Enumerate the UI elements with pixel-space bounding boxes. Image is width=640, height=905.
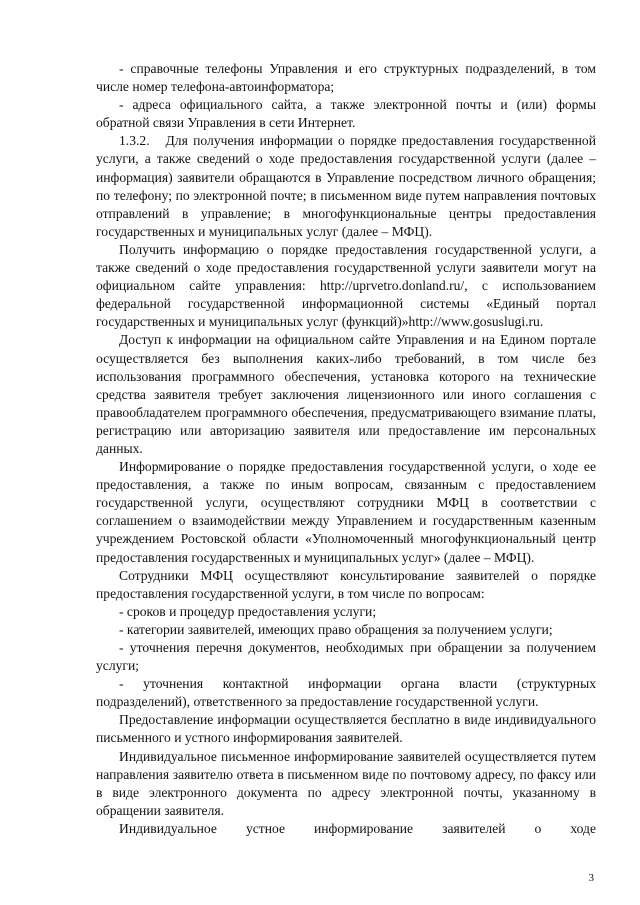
paragraph-addresses: - адреса официального сайта, а также электронной почты и (или) формы обратной связи Управления в сети Интернет. — [96, 97, 596, 131]
paragraph-access: Доступ к информации на официальном сайте Управления и на Едином портале осуществляется без выполнения каких-либо требований, в том числе без использования программного обеспечения, установка которого на технические средства заявителя требует заключения лицензионного или иного соглашения с правообладателем программного обеспечения, предусматривающего взимание платы, регистрацию или авторизацию заявителя или предоставление им персональных данных. — [96, 332, 596, 456]
list-item-contacts: - уточнения контактной информации органа власти (структурных подразделений), ответственного за предоставление государственной услуги. — [96, 676, 596, 710]
paragraph-free-info: Предоставление информации осуществляется бесплатно в виде индивидуального письменного и устного информирования заявителей. — [96, 712, 596, 746]
page-number: 3 — [588, 872, 594, 884]
paragraph-website-info: Получить информацию о порядке предоставления государственной услуги, а также сведений о ходе предоставления государственной услуги заявители могут на официальном сайте управления: http://uprvetro.donland.ru/, с использованием федеральной государственной информационной системы «Единый портал государственных и муниципальных услуг (функций)»http://www.gosuslugi.ru. — [96, 241, 596, 330]
paragraph-written-info: Индивидуальное письменное информирование заявителей осуществляется путем направления заявителю ответа в письменном виде по почтовому адресу, по факсу или в виде электронного документа по адресу электронной почты, указанному в обращении заявителя. — [96, 748, 596, 818]
list-item-categories: - категории заявителей, имеющих право обращения за получением услуги; — [119, 621, 553, 637]
paragraph-oral-info: Индивидуальное устное информирование заявителей о ходе — [119, 820, 596, 836]
paragraph-phones: - справочные телефоны Управления и его структурных подразделений, в том числе номер телефона-автоинформатора; — [96, 61, 596, 95]
list-item-terms: - сроков и процедур предоставления услуги; — [119, 603, 377, 619]
list-item-documents: - уточнения перечня документов, необходимых при обращении за получением услуги; — [96, 640, 596, 674]
paragraph-1-3-2: 1.3.2. Для получения информации о порядке предоставления государственной услуги, а также сведений о ходе предоставления государственной услуги (далее – информация) заявители обращаются в Управление посредством личного обращения; по телефону; по электронной почте; в письменном виде путем направления почтовых отправлений в управление; в многофункциональные центры предоставления государственных и муниципальных услуг (далее – МФЦ). — [96, 133, 596, 239]
paragraph-mfc-consulting: Сотрудники МФЦ осуществляют консультирование заявителей о порядке предоставления государственной услуги, в том числе по вопросам: — [96, 567, 596, 601]
paragraph-mfc-informing: Информирование о порядке предоставления государственной услуги, о ходе ее предоставления, а также по иным вопросам, связанным с предоставлением государственной услуги, осуществляют сотрудники МФЦ в соответствии с соглашением о взаимодействии между Управлением и государственным казенным учреждением Ростовской области «Уполномоченный многофункциональный центр предоставления государственных и муниципальных услуг» (далее – МФЦ). — [96, 459, 596, 565]
